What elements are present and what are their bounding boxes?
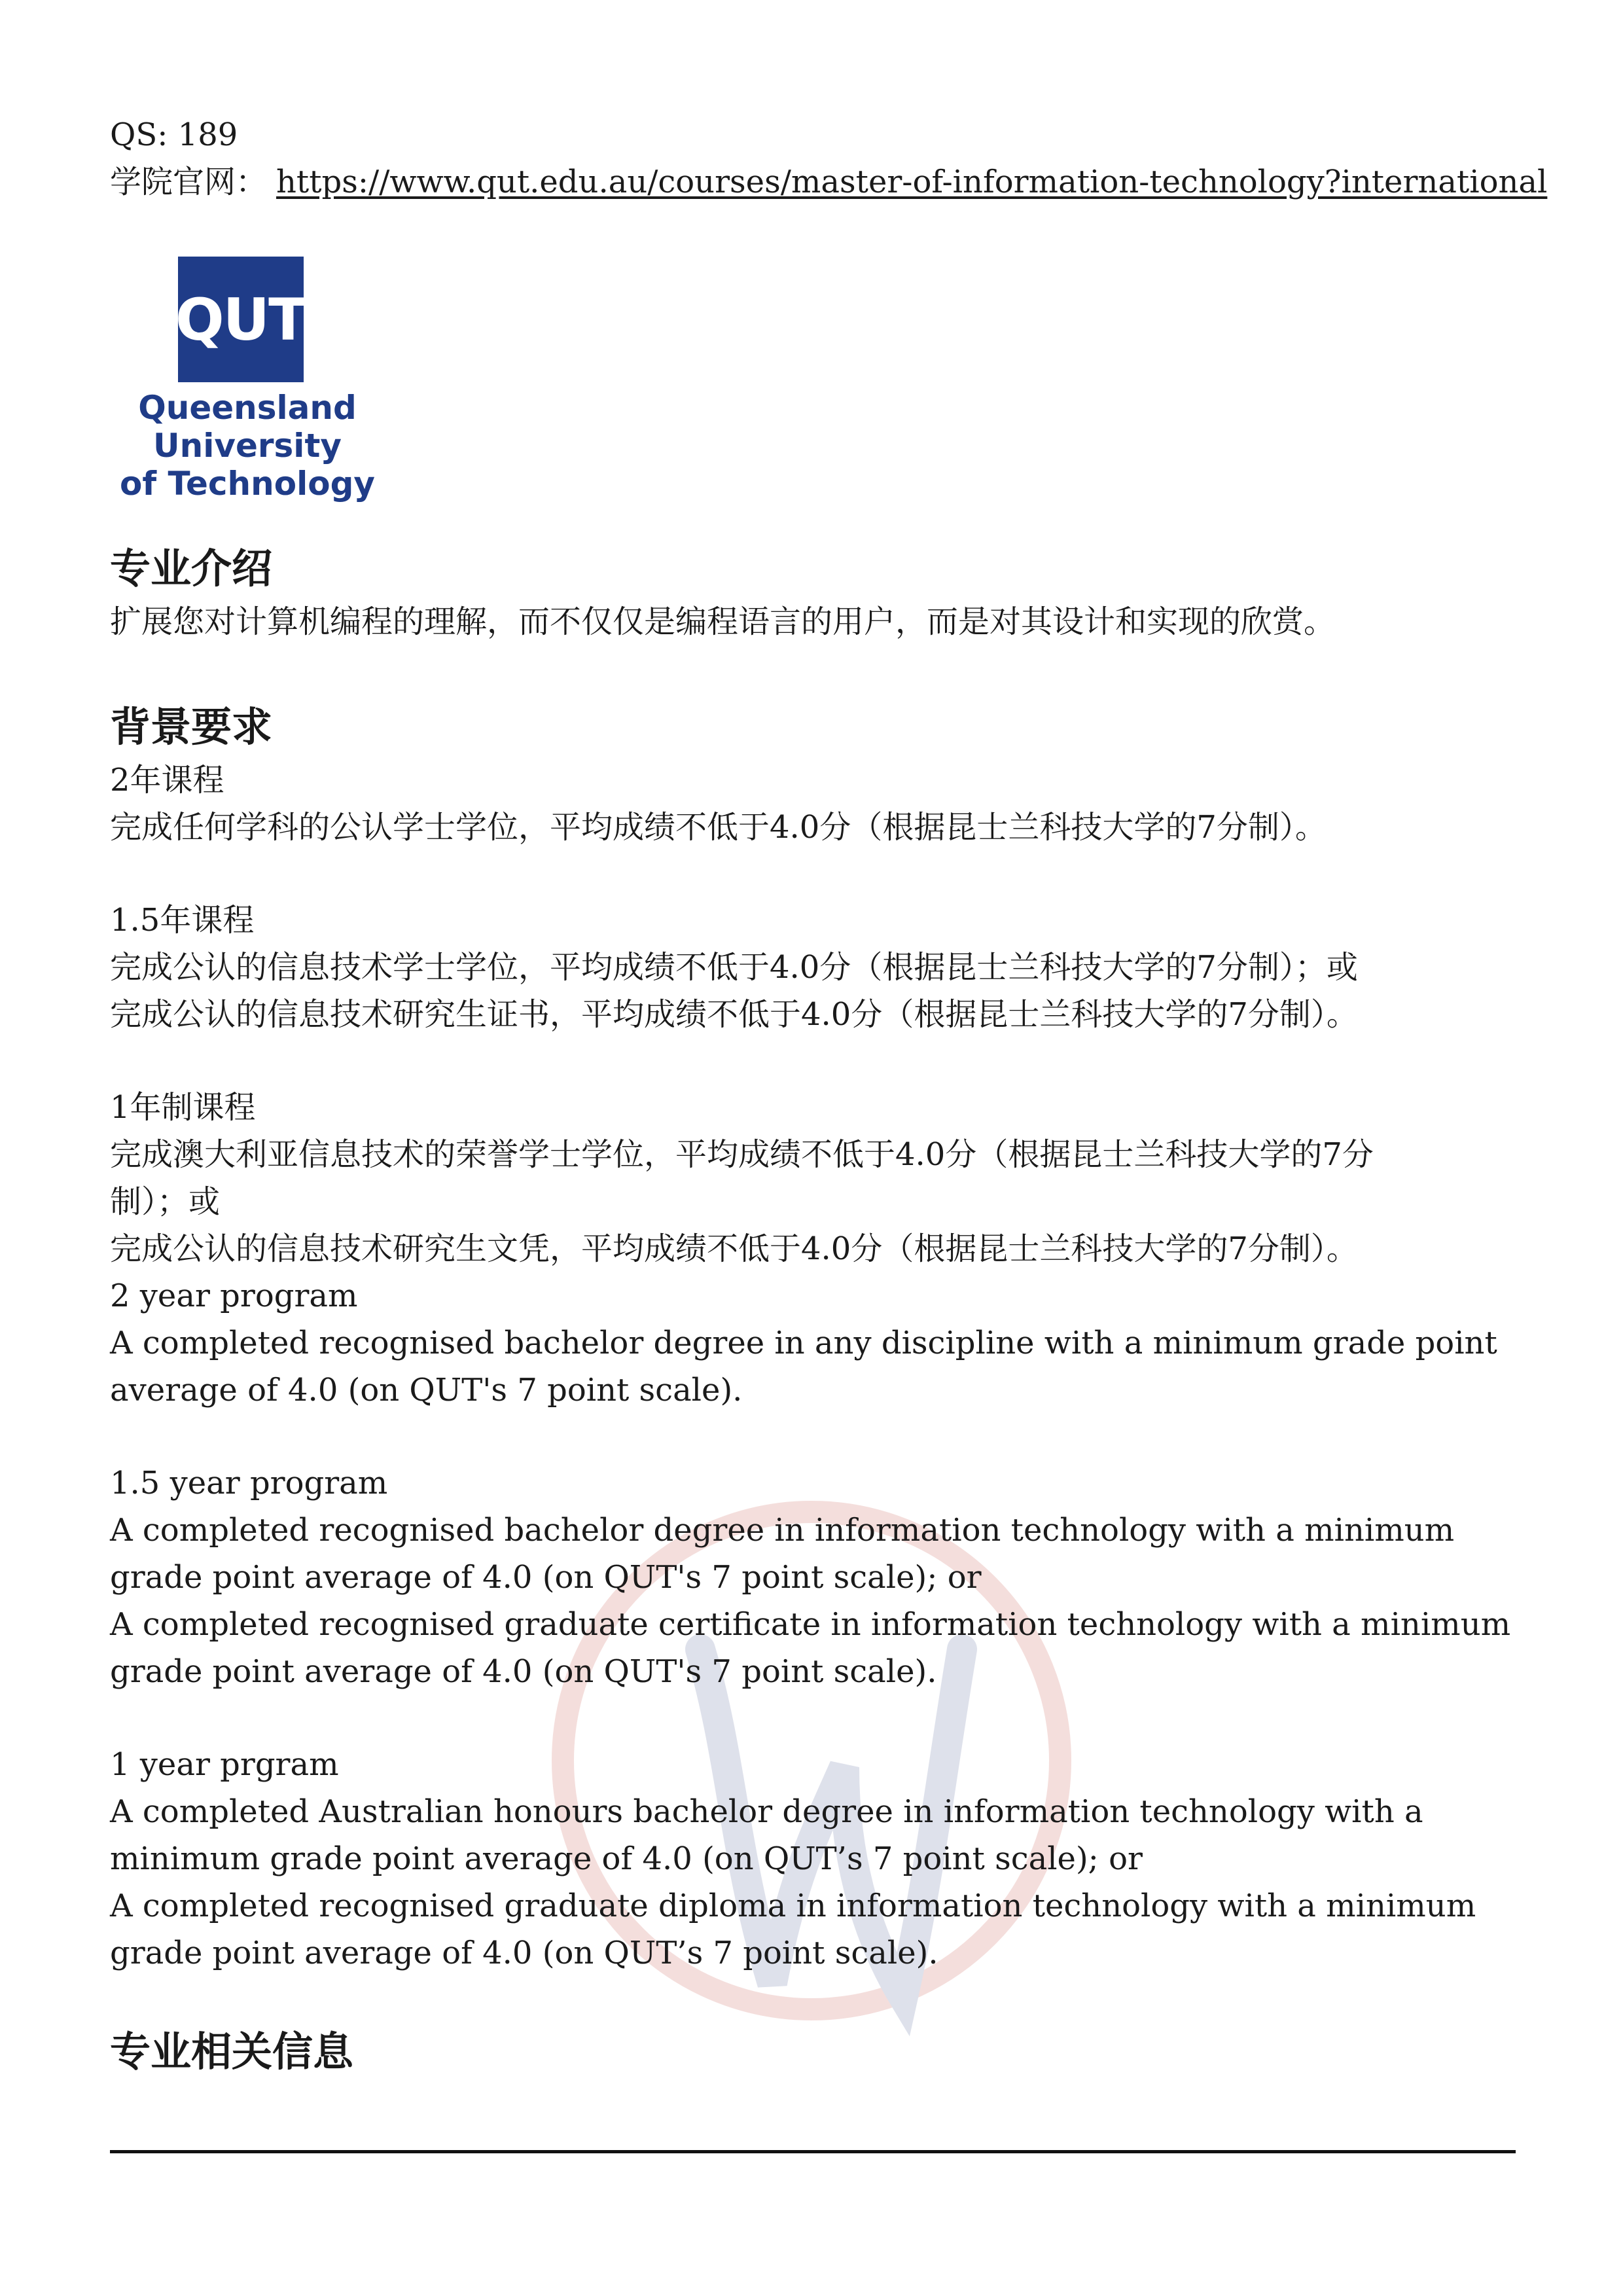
program-title: 2年课程 xyxy=(110,762,224,798)
requirement-line: grade point average of 4.0 (on QUT's 7 point scale). xyxy=(110,1653,937,1690)
en-2yr-block xyxy=(110,1272,1524,1414)
requirement-line: 完成澳大利亚信息技术的荣誉学士学位，平均成绩不低于4.0分（根据昆士兰科技大学的7分 xyxy=(110,1136,1374,1173)
requirement-line: A completed recognised graduate diploma in information technology with a minimum xyxy=(110,1888,1476,1924)
logo-mark: QUT xyxy=(178,257,304,382)
requirement-line: 制）；或 xyxy=(110,1183,221,1220)
requirement-line: grade point average of 4.0 (on QUT's 7 point scale); or xyxy=(110,1559,982,1596)
logo-line: of Technology xyxy=(120,465,375,503)
logo-line: University xyxy=(153,427,342,465)
website-row xyxy=(110,158,1548,206)
en-15yr-block xyxy=(110,1460,1524,1695)
zh-1yr-block xyxy=(110,1084,1524,1272)
section-divider xyxy=(110,2150,1516,2153)
logo-line: Queensland xyxy=(138,389,357,427)
zh-15yr-block xyxy=(110,897,1524,1038)
requirement-line: grade point average of 4.0 (on QUT’s 7 point scale). xyxy=(110,1935,938,1971)
logo-wordmark xyxy=(110,389,385,503)
website-label: 学院官网： xyxy=(110,164,268,200)
document-page xyxy=(110,111,1548,2081)
program-title: 1 year prgram xyxy=(110,1746,339,1783)
intro-heading: 专业介绍 xyxy=(110,545,273,592)
university-logo xyxy=(110,251,385,513)
background-heading: 背景要求 xyxy=(110,703,273,751)
intro-text: 扩展您对计算机编程的理解，而不仅仅是编程语言的用户，而是对其设计和实现的欣赏。 xyxy=(110,603,1336,640)
zh-2yr-block xyxy=(110,757,1524,851)
requirement-line: 完成公认的信息技术学士学位，平均成绩不低于4.0分（根据昆士兰科技大学的7分制）；或 xyxy=(110,949,1358,986)
requirement-line: A completed recognised bachelor degree in information technology with a minimum xyxy=(110,1512,1455,1549)
requirement-line: 完成公认的信息技术研究生文凭，平均成绩不低于4.0分（根据昆士兰科技大学的7分制）。 xyxy=(110,1230,1358,1267)
program-title: 1.5年课程 xyxy=(110,902,255,939)
requirement-line: A completed recognised bachelor degree in any discipline with a minimum grade point xyxy=(110,1325,1497,1361)
related-heading: 专业相关信息 xyxy=(110,2028,354,2075)
requirement-line: 完成任何学科的公认学士学位，平均成绩不低于4.0分（根据昆士兰科技大学的7分制）。 xyxy=(110,809,1327,846)
qs-ranking: QS: 189 xyxy=(110,117,238,153)
requirement-line: minimum grade point average of 4.0 (on QUT’s 7 point scale); or xyxy=(110,1840,1143,1877)
requirement-line: average of 4.0 (on QUT's 7 point scale). xyxy=(110,1372,743,1408)
program-title: 2 year program xyxy=(110,1278,358,1314)
requirement-line: 完成公认的信息技术研究生证书，平均成绩不低于4.0分（根据昆士兰科技大学的7分制）。 xyxy=(110,996,1358,1033)
requirement-line: A completed recognised graduate certificate in information technology with a minimum xyxy=(110,1606,1511,1643)
requirement-line: A completed Australian honours bachelor degree in information technology with a xyxy=(110,1793,1423,1830)
program-title: 1年制课程 xyxy=(110,1089,256,1126)
en-1yr-block xyxy=(110,1741,1524,1977)
program-title: 1.5 year program xyxy=(110,1465,388,1501)
website-link[interactable]: https://www.qut.edu.au/courses/master-of-information-technology?international xyxy=(276,164,1548,200)
